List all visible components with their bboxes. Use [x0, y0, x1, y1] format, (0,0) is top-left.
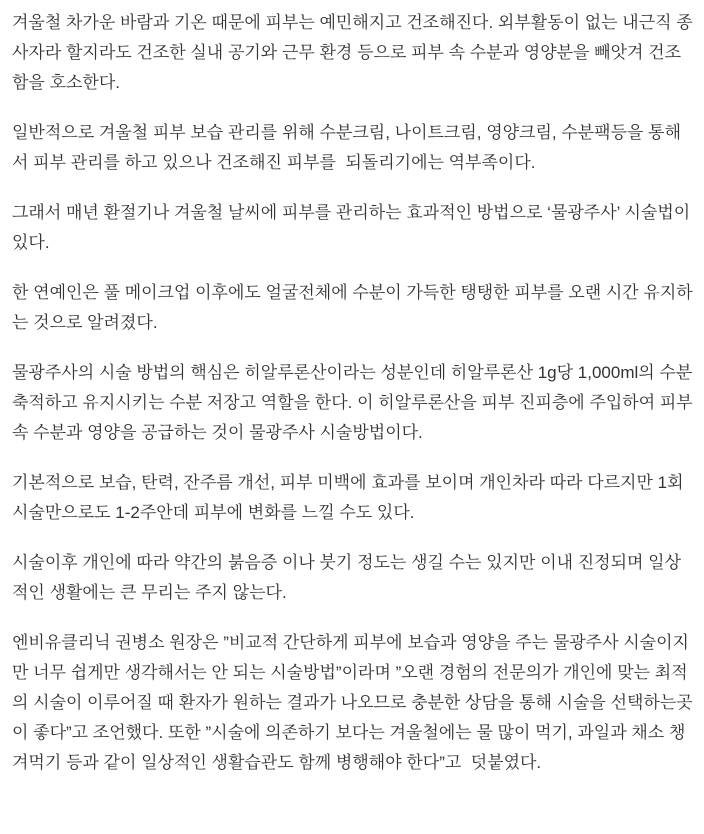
paragraph-celebrity-example: 한 연예인은 풀 메이크업 이후에도 얼굴전체에 수분이 가득한 탱탱한 피부를 오랜 시간 유지하는 것으로 알려졌다. [12, 283, 693, 332]
paragraph-mulgwang-injection-intro: 그래서 매년 환절기나 겨울철 날씨에 피부를 관리하는 효과적인 방법으로 ‘물광주사’ 시술법이 있다. [12, 203, 695, 252]
paragraph-intro-winter-skin: 겨울철 차가운 바람과 기온 때문에 피부는 예민해지고 건조해진다. 외부활동이 없는 내근직 종사자라 할지라도 건조한 실내 공기와 근무 환경 등으로 피부 속 수분과 영양분을 빼앗겨 건조함을 호소한다. [12, 13, 693, 92]
paragraph-hyaluronic-acid-method: 물광주사의 시술 방법의 핵심은 히알루론산이라는 성분인데 히알루론산 1g당 1,000ml의 수분축적하고 유지시키는 수분 저장고 역할을 한다. 이 히알루론산을 피부 진피층에 주입하여 피부속 수분과 영양을 공급하는 것이 물광주사 시술방법이다. [12, 363, 693, 442]
paragraph-doctor-quote: 엔비유클리닉 권병소 원장은 ”비교적 간단하게 피부에 보습과 영양을 주는 물광주사 시술이지만 너무 쉽게만 생각해서는 안 되는 시술방법”이라며 ”오랜 경험의 전문의가 개인에 맞는 최적의 시술이 이루어질 때 환자가 원하는 결과가 나오므로 충분한 상담을 통해 시술을 선택하는곳이 좋다”고 조언했다. 또한 ”시술에 의존하기 보다는 겨울철에는 물 많이 먹기, 과일과 채소 챙겨먹기 등과 같이 일상적인 생활습관도 함께 병행해야 한다”고 덧붙였다. [12, 633, 693, 772]
paragraph-effects: 기본적으로 보습, 탄력, 잔주름 개선, 피부 미백에 효과를 보이며 개인차라 따라 다르지만 1회 시술만으로도 1-2주안데 피부에 변화를 느낄 수도 있다. [12, 473, 689, 522]
paragraph-side-effects: 시술이후 개인에 따라 약간의 붉음증 이나 붓기 정도는 생길 수는 있지만 이내 진정되며 일상적인 생활에는 큰 무리는 주지 않는다. [12, 553, 682, 602]
paragraph-moisturizing-creams: 일반적으로 겨울철 피부 보습 관리를 위해 수분크림, 나이트크림, 영양크림, 수분팩등을 통해서 피부 관리를 하고 있으나 건조해진 피부를 되돌리기에는 역부족이다. [12, 123, 682, 172]
